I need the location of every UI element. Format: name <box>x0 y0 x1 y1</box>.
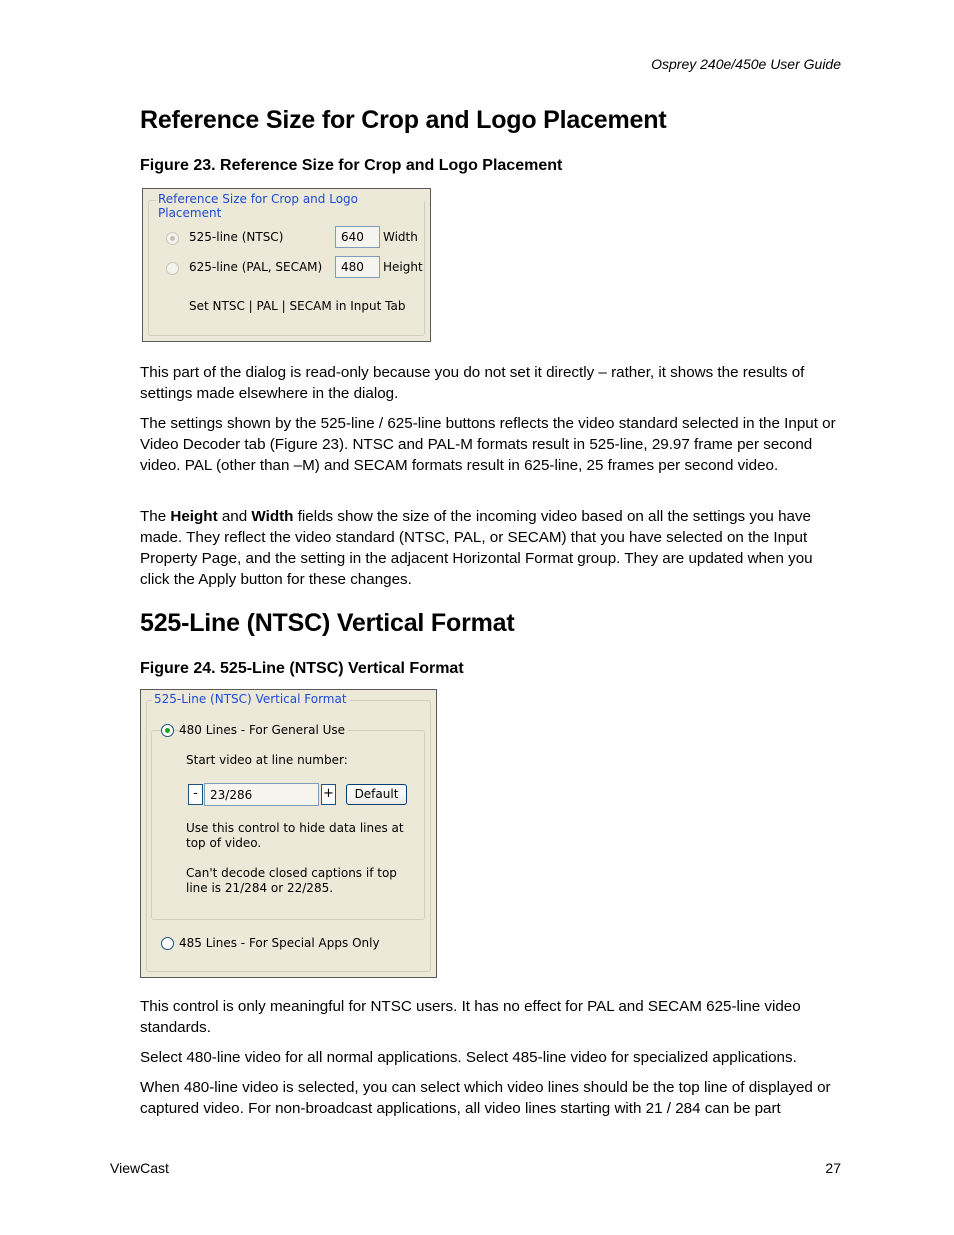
height-field: 480 <box>335 256 380 278</box>
running-header: Osprey 240e/450e User Guide <box>651 56 841 72</box>
bold-height: Height <box>170 508 218 525</box>
groupbox-title: Reference Size for Crop and Logo Placement <box>156 192 424 220</box>
radio-525-line-label: 525-line (NTSC) <box>189 230 284 244</box>
start-line-label: Start video at line number: <box>186 753 348 767</box>
height-label: Height <box>383 260 423 274</box>
paragraph-top-line: When 480-line video is selected, you can select which video lines should be the top line of displayed or captured video. For non-broadcast applications, all video lines starting with 21 / 284 can be part <box>140 1079 831 1117</box>
hint-hide-lines-2: top of video. <box>186 836 262 850</box>
radio-625-line[interactable] <box>166 262 179 275</box>
groupbox-title: 525-Line (NTSC) Vertical Format <box>154 692 347 706</box>
radio-480-lines[interactable] <box>161 724 174 737</box>
section-heading-525-line: 525-Line (NTSC) Vertical Format <box>140 609 515 637</box>
bold-width: Width <box>251 508 294 525</box>
figure-24-screenshot <box>140 689 437 978</box>
figure-24-caption: Figure 24. 525-Line (NTSC) Vertical Format <box>140 660 464 677</box>
section-heading-reference-size: Reference Size for Crop and Logo Placement <box>140 106 667 134</box>
radio-485-lines[interactable] <box>161 937 174 950</box>
input-tab-note: Set NTSC | PAL | SECAM in Input Tab <box>189 299 406 313</box>
page-number: 27 <box>825 1160 841 1176</box>
default-button[interactable]: Default <box>346 784 407 805</box>
paragraph-ntsc-only: This control is only meaningful for NTSC users. It has no effect for PAL and SECAM 625-line video standards. <box>140 998 801 1036</box>
width-label: Width <box>383 230 418 244</box>
increment-button[interactable]: + <box>321 784 336 805</box>
radio-525-line[interactable] <box>166 232 179 245</box>
radio-485-lines-label: 485 Lines - For Special Apps Only <box>179 936 380 950</box>
figure-23-screenshot <box>142 188 431 342</box>
figure-23-caption: Figure 23. Reference Size for Crop and Logo Placement <box>140 157 563 174</box>
paragraph-read-only: This part of the dialog is read-only because you do not set it directly – rather, it shows the results of settings made elsewhere in the dialog. <box>140 364 805 402</box>
width-field: 640 <box>335 226 380 248</box>
paragraph-select-480: Select 480-line video for all normal applications. Select 485-line video for specialized applications. <box>140 1049 797 1066</box>
decrement-button[interactable]: - <box>188 784 203 805</box>
hint-hide-lines-1: Use this control to hide data lines at <box>186 821 404 835</box>
radio-625-line-label: 625-line (PAL, SECAM) <box>189 260 323 274</box>
start-line-input[interactable]: 23/286 <box>204 783 319 806</box>
hint-captions-1: Can't decode closed captions if top <box>186 866 397 880</box>
paragraph-video-standard: The settings shown by the 525-line / 625-line buttons reflects the video standard selected in the Input or Video Decoder tab (Figure 23). NTSC and PAL-M formats result in 525-line, 29.97 frame per second video. PAL (other than –M) and SECAM formats result in 625-line, 25 frames per second video. <box>140 415 836 474</box>
hint-captions-2: line is 21/284 or 22/285. <box>186 881 334 895</box>
radio-480-lines-label: 480 Lines - For General Use <box>179 723 348 737</box>
paragraph-height-width: The Height and Width fields show the size of the incoming video based on all the settings you have made. They reflect the video standard (NTSC, PAL, or SECAM) that you have selected on the Input Property Page, and the setting in the adjacent Horizontal Format group. They are updated when you click the Apply button for these changes. <box>140 508 813 588</box>
footer-company: ViewCast <box>110 1160 169 1176</box>
